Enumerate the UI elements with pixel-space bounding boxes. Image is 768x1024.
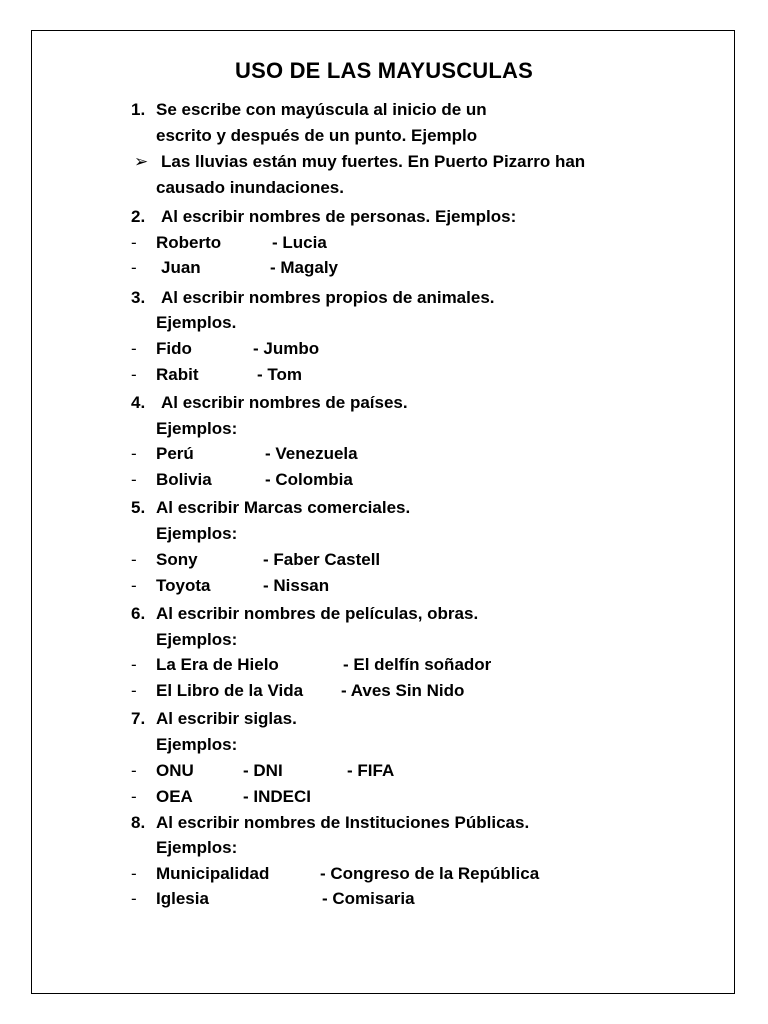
example-item: - Nissan [263,576,330,595]
section-number: 8. [131,813,146,832]
examples-label: Ejemplos: [156,419,238,438]
example-item: - Comisaria [322,889,415,908]
example-item: - Jumbo [253,339,320,358]
example-item: - Aves Sin Nido [341,681,465,700]
dash-bullet: - [131,550,137,569]
section-heading-text: Al escribir siglas. [156,709,297,728]
examples-label: Ejemplos. [156,313,237,332]
section-heading-text: Al escribir Marcas comerciales. [156,498,411,517]
section-number: 6. [131,604,146,623]
dash-bullet: - [131,470,137,489]
section-number: 4. [131,393,146,412]
section-heading-text: Al escribir nombres propios de animales. [161,288,495,307]
example-item: Toyota [156,576,211,595]
examples-label: Ejemplos: [156,838,238,857]
example-item: Sony [156,550,198,569]
example-item: - Colombia [265,470,353,489]
dash-bullet: - [131,576,137,595]
dash-bullet: - [131,365,137,384]
dash-bullet: - [131,761,137,780]
dash-bullet: - [131,444,137,463]
examples-label: Ejemplos: [156,630,238,649]
section-heading-text: Al escribir nombres de películas, obras. [156,604,479,623]
examples-label: Ejemplos: [156,735,238,754]
section-heading-text: escrito y después de un punto. Ejemplo [156,126,478,145]
example-item: OEA [156,787,193,806]
dash-bullet: - [131,681,137,700]
bullet-text: causado inundaciones. [156,178,344,197]
example-item: Iglesia [156,889,209,908]
arrow-bullet-icon: ➢ [134,152,149,171]
example-item: - Lucia [272,233,327,252]
section-heading-text: Se escribe con mayúscula al inicio de un [156,100,487,119]
dash-bullet: - [131,339,137,358]
section-number: 7. [131,709,146,728]
dash-bullet: - [131,787,137,806]
dash-bullet: - [131,864,137,883]
example-item: - El delfín soñador [343,655,492,674]
example-item: Fido [156,339,192,358]
section-heading-text: Al escribir nombres de países. [161,393,408,412]
example-item: - INDECI [243,787,311,806]
example-item: Municipalidad [156,864,270,883]
example-item: Juan [161,258,201,277]
example-item: - DNI [243,761,283,780]
dash-bullet: - [131,655,137,674]
page-title: USO DE LAS MAYUSCULAS [235,58,533,83]
dash-bullet: - [131,233,137,252]
section-heading-text: Al escribir nombres de Instituciones Públicas. [156,813,530,832]
section-number: 3. [131,288,146,307]
example-item: - Congreso de la República [320,864,540,883]
bullet-text: Las lluvias están muy fuertes. En Puerto Pizarro han [161,152,586,171]
section-number: 1. [131,100,146,119]
dash-bullet: - [131,258,137,277]
section-number: 5. [131,498,146,517]
example-item: La Era de Hielo [156,655,279,674]
section-heading-text: Al escribir nombres de personas. Ejemplos: [161,207,517,226]
example-item: El Libro de la Vida [156,681,304,700]
example-item: - Magaly [270,258,339,277]
example-item: Roberto [156,233,222,252]
example-item: - Venezuela [265,444,358,463]
examples-label: Ejemplos: [156,524,238,543]
dash-bullet: - [131,889,137,908]
example-item: - Faber Castell [263,550,381,569]
example-item: - FIFA [347,761,395,780]
example-item: - Tom [257,365,303,384]
example-item: Rabit [156,365,199,384]
example-item: Perú [156,444,194,463]
example-item: ONU [156,761,194,780]
example-item: Bolivia [156,470,212,489]
section-number: 2. [131,207,146,226]
